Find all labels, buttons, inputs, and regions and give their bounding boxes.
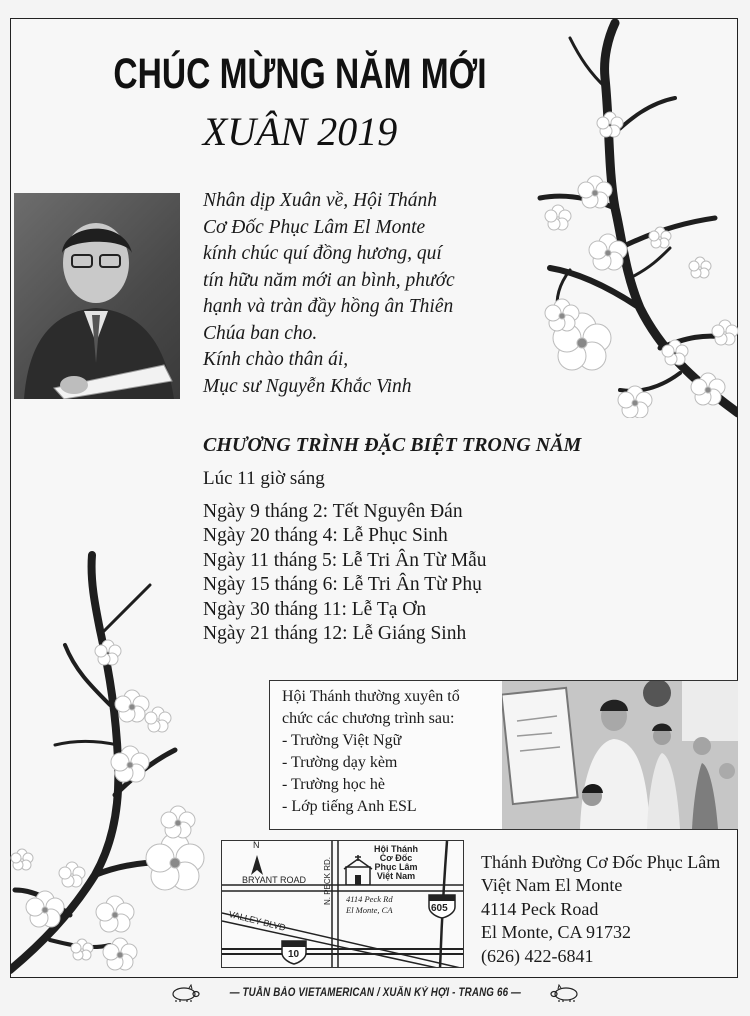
greeting-line: Chúa ban cho. [203,322,318,344]
cherry-blossom-branch-top-right [510,18,738,418]
map-road-valley: VALLEY BLVD [227,909,287,933]
event-list [203,500,487,646]
address-line: 4114 Peck Road [481,898,599,919]
map-church-name-line: Việt Nam [376,871,416,881]
location-map [221,840,464,968]
map-road-peck: N. PECK RD. [323,856,332,905]
map-address-line: El Monte, CA [346,905,393,915]
event-item: Ngày 11 tháng 5: Lễ Tri Ân Từ Mẫu [203,549,487,571]
activities-item: - Trường dạy kèm [282,754,398,771]
address-line: Việt Nam El Monte [481,875,623,896]
footer-text: — TUẦN BÁO VIETAMERICAN / XUÂN KỶ HỢI - TRANG 66 — [229,987,521,1000]
north-arrow-icon [249,845,265,879]
greeting-line: tín hữu năm mới an bình, phước [203,269,455,291]
event-item: Ngày 21 tháng 12: Lễ Giáng Sinh [203,623,467,645]
address-line: El Monte, CA 91732 [481,922,632,943]
event-item: Ngày 30 tháng 11: Lễ Tạ Ơn [203,598,427,620]
pig-icon [170,984,200,1002]
greeting-line: hạnh và tràn đầy hồng ân Thiên [203,296,454,317]
map-church-name-line: Cơ Đốc [379,853,413,863]
greeting-line: kính chúc quí đồng hương, quí [203,243,442,264]
map-address [346,894,393,916]
greeting-signature: Mục sư Nguyễn Khắc Vinh [203,375,412,397]
cherry-blossom-branch-bottom-left [10,545,225,978]
address-line: Thánh Đường Cơ Đốc Phục Lâm [481,852,721,872]
event-item: Ngày 9 tháng 2: Tết Nguyên Đán [203,501,463,522]
map-church-name-line: Hội Thánh [374,844,418,854]
activities-item: - Trường học hè [282,776,385,793]
pig-icon [550,984,580,1002]
pastor-portrait-photo [14,193,180,399]
greeting-line: Cơ Đốc Phục Lâm El Monte [203,216,426,238]
headline-year: XUÂN 2019 [202,109,398,154]
map-church-name-line: Phục Lâm [374,862,418,872]
activities-list [282,686,460,818]
map-church-name [370,845,422,881]
page-footer [0,984,750,1006]
event-item: Ngày 15 tháng 6: Lễ Tri Ân Từ Phụ [203,574,482,596]
activities-line: chức các chương trình sau: [282,710,455,727]
activities-line: Hội Thánh thường xuyên tổ [282,688,460,705]
event-item: Ngày 20 tháng 4: Lễ Phục Sinh [203,525,448,547]
special-program-heading: CHƯƠNG TRÌNH ĐẶC BIỆT TRONG NĂM [203,434,582,456]
greeting-message [203,188,523,400]
map-address-line: 4114 Peck Rd [346,894,393,904]
greeting-line: Kính chào thân ái, [203,349,349,370]
greeting-line: Nhân dịp Xuân về, Hội Thánh [203,190,437,211]
map-north-label: N [253,840,260,850]
map-freeway-10: 10 [288,949,300,960]
address-phone: (626) 422-6841 [481,945,594,966]
church-address [481,851,720,968]
classroom-photo [502,681,738,829]
map-road-bryant: BRYANT ROAD [242,875,307,885]
activities-item: - Lớp tiếng Anh ESL [282,798,417,815]
headline-title: CHÚC MỪNG NĂM MỚI [113,50,487,98]
service-time: Lúc 11 giờ sáng [203,468,325,489]
activities-box [269,680,738,830]
map-freeway-605: 605 [431,903,448,914]
activities-item: - Trường Việt Ngữ [282,732,402,749]
